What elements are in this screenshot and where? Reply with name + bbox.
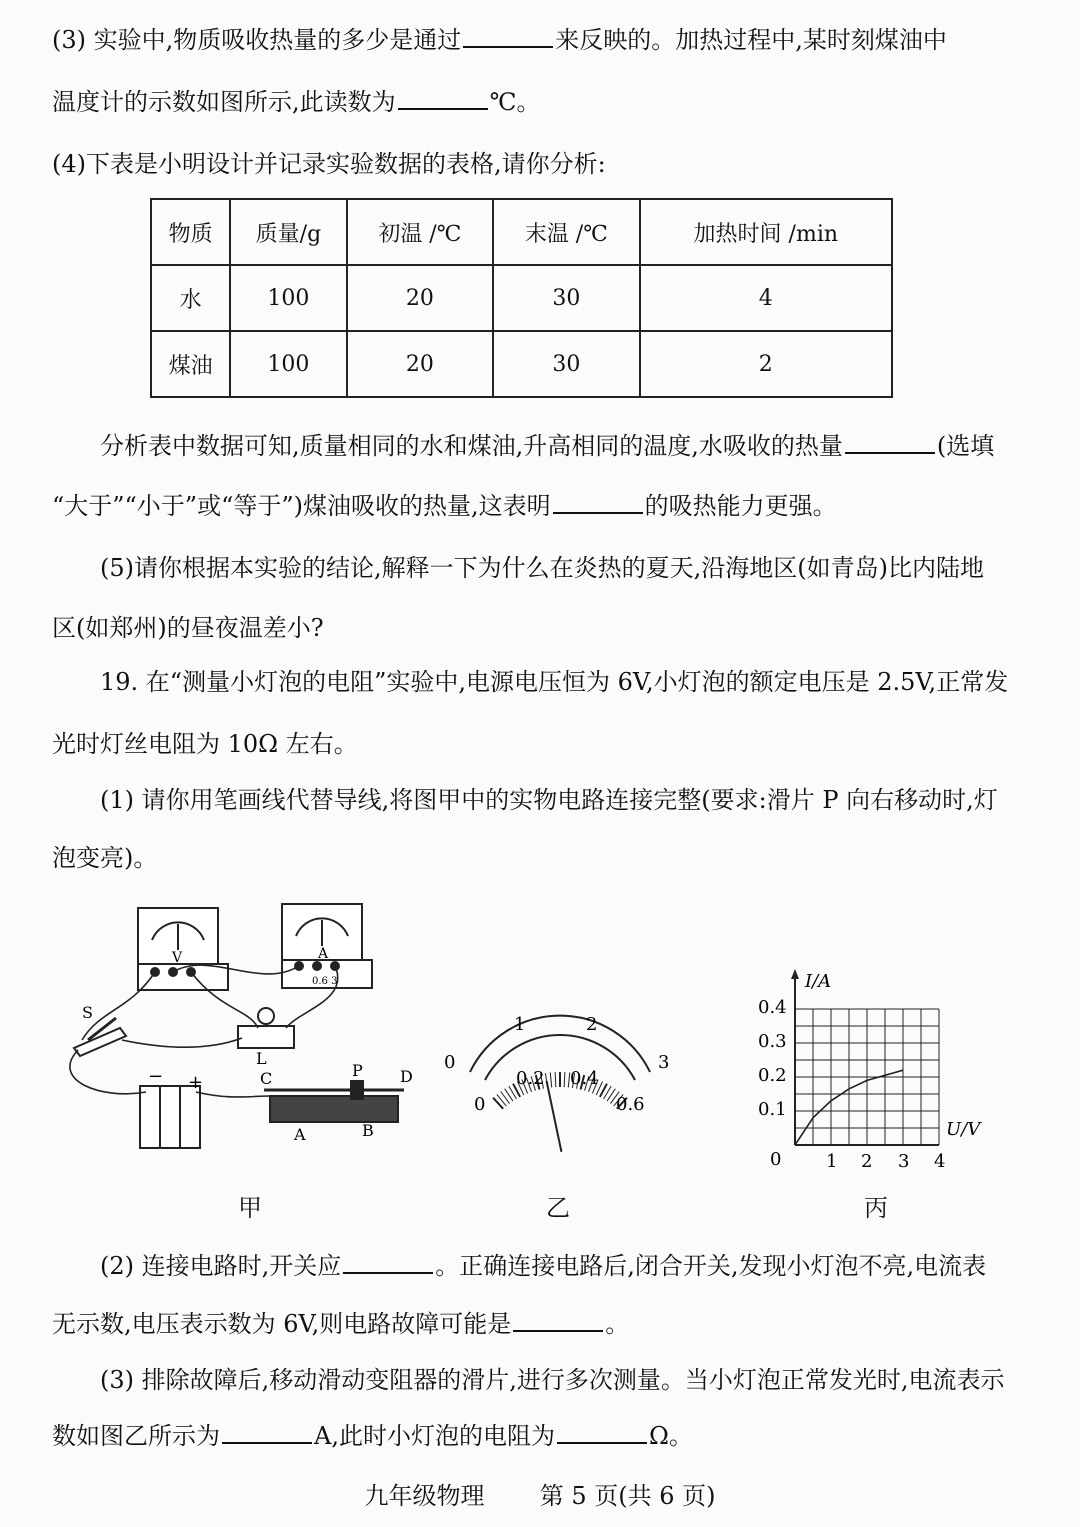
q19-part2-line2	[52, 1308, 1040, 1340]
figure-yi-dial	[430, 1000, 690, 1160]
q18-part4-intro	[52, 148, 1040, 180]
table-header-cell: 初温 /℃	[347, 199, 494, 265]
q19-part3-text-b: 数如图乙所示为	[52, 1422, 220, 1450]
rheostat-label-b: B	[362, 1121, 374, 1140]
lamp-icon	[238, 1008, 294, 1068]
dial-outer-tick-3: 3	[658, 1052, 670, 1073]
dial-pointer	[547, 1081, 562, 1152]
q19-part2-text-b: 。正确连接电路后,闭合开关,发现小灯泡不亮,电流表	[435, 1252, 987, 1280]
table-header-cell: 末温 /℃	[493, 199, 640, 265]
y-axis-label: I/A	[805, 971, 832, 992]
rheostat-label-c: C	[260, 1069, 273, 1088]
rheostat-label-p: P	[352, 1061, 363, 1080]
q18-analysis-blank-1[interactable]	[845, 430, 935, 454]
battery-plus-label: +	[188, 1072, 204, 1093]
ammeter-range-label: 0.6 3	[312, 976, 338, 987]
q18-part5-text-a: (5)请你根据本实验的结论,解释一下为什么在炎热的夏天,沿海地区(如青岛)比内陆地	[100, 554, 984, 582]
x-axis-label: U/V	[946, 1119, 981, 1140]
q19-intro-text-a: 19. 在“测量小灯泡的电阻”实验中,电源电压恒为 6V,小灯泡的额定电压是 2.5V,正常发	[100, 668, 1009, 696]
q19-part2-text-c: 无示数,电压表示数为 6V,则电路故障可能是	[52, 1310, 512, 1338]
dial-outer-tick-1: 1	[514, 1014, 526, 1035]
q18-part3-line1	[52, 24, 1040, 56]
rheostat-icon	[260, 1061, 413, 1144]
figure-bing-caption: 丙	[864, 1194, 888, 1222]
q19-part3-text-c: A,此时小灯泡的电阻为	[314, 1422, 555, 1450]
q19-part2-text-a: (2) 连接电路时,开关应	[100, 1252, 342, 1280]
figure-bing-graph	[750, 965, 1010, 1180]
q19-part1-text-a: (1) 请你用笔画线代替导线,将图甲中的实物电路连接完整(要求:滑片 P 向右移动时,灯	[100, 786, 998, 814]
dial-tick	[550, 1072, 551, 1087]
q18-part3-line2	[52, 86, 1040, 118]
q19-part2-text-d: 。	[605, 1310, 630, 1338]
q18-analysis-text-c: “大于”“小于”或“等于”)煤油吸收的热量,这表明	[52, 492, 551, 520]
table-cell: 100	[230, 331, 346, 397]
y-tick-4: 0.4	[758, 997, 787, 1018]
q19-part2-blank-2[interactable]	[513, 1308, 603, 1332]
rheostat-label-d: D	[400, 1067, 413, 1086]
q18-part3-text-c: 温度计的示数如图所示,此读数为	[52, 88, 396, 116]
q18-part3-text-b: 来反映的。加热过程中,某时刻煤油中	[555, 26, 947, 54]
data-table	[150, 198, 893, 398]
rheostat-label-a: A	[294, 1125, 306, 1144]
dial-inner-tick-0: 0	[474, 1094, 486, 1115]
figure-jia-caption: 甲	[238, 1194, 262, 1222]
q19-part3-text-a: (3) 排除故障后,移动滑动变阻器的滑片,进行多次测量。当小灯泡正常发光时,电流表示	[100, 1366, 1005, 1394]
table-cell: 水	[151, 265, 230, 331]
q18-analysis-blank-2[interactable]	[553, 490, 643, 514]
q19-part1-line1	[100, 784, 1040, 816]
dial-outer-tick-2: 2	[586, 1014, 598, 1035]
voltmeter-label: V	[172, 950, 183, 966]
origin-label: 0	[770, 1149, 782, 1170]
q18-analysis-text-b: (选填	[936, 432, 995, 460]
table-header-cell: 物质	[151, 199, 230, 265]
q18-part3-blank-1[interactable]	[463, 24, 553, 48]
table-cell: 2	[640, 331, 892, 397]
table-cell: 30	[493, 265, 640, 331]
y-tick-3: 0.3	[758, 1031, 787, 1052]
q18-analysis-text-d: 的吸热能力更强。	[644, 492, 837, 520]
table-cell: 30	[493, 331, 640, 397]
table-row	[151, 265, 892, 331]
table-header-cell: 质量/g	[230, 199, 346, 265]
dial-tick	[493, 1098, 503, 1109]
dial-outer-tick-0: 0	[444, 1052, 456, 1073]
table-cell: 20	[347, 265, 494, 331]
q19-part2-blank-1[interactable]	[343, 1250, 433, 1274]
q18-analysis-line1	[100, 430, 1040, 462]
battery-minus-label: −	[148, 1066, 164, 1087]
battery-icon	[140, 1066, 203, 1148]
q19-part2-line1	[100, 1250, 1040, 1282]
q18-part3-blank-2[interactable]	[398, 86, 488, 110]
table-row	[151, 331, 892, 397]
q19-intro-text-b: 光时灯丝电阻为 10Ω 左右。	[52, 730, 358, 758]
y-tick-2: 0.2	[758, 1065, 787, 1086]
lamp-label: L	[256, 1049, 267, 1068]
table-header-cell: 加热时间 /min	[640, 199, 892, 265]
q19-intro-line2	[52, 728, 1040, 760]
q18-analysis-text-a: 分析表中数据可知,质量相同的水和煤油,升高相同的温度,水吸收的热量	[100, 432, 843, 460]
q18-part5-line1	[100, 552, 1040, 584]
q18-analysis-line2	[52, 490, 1040, 522]
q18-part5-line2	[52, 612, 1040, 644]
switch-label: S	[82, 1003, 93, 1022]
q19-part1-text-b: 泡变亮)。	[52, 844, 158, 872]
dial-ticks	[493, 1072, 627, 1109]
dial-inner-tick-3: 0.6	[616, 1094, 645, 1115]
q18-part3-text-d: ℃。	[489, 88, 541, 116]
dial-tick	[564, 1072, 565, 1087]
y-tick-1: 0.1	[758, 1099, 787, 1120]
dial-inner-tick-2: 0.4	[570, 1068, 599, 1089]
dial-tick	[555, 1072, 556, 1087]
x-tick-1: 1	[826, 1151, 838, 1172]
x-tick-4: 4	[934, 1151, 946, 1172]
q19-intro-line1	[100, 666, 1040, 698]
x-tick-2: 2	[861, 1151, 873, 1172]
ammeter-icon	[282, 904, 372, 988]
y-axis-arrow-icon	[791, 969, 799, 979]
q18-part5-text-b: 区(如郑州)的昼夜温差小?	[52, 614, 324, 642]
graph-grid	[795, 1009, 939, 1145]
q18-part4-text: (4)下表是小明设计并记录实验数据的表格,请你分析:	[52, 150, 606, 178]
q19-part1-line2	[52, 842, 1040, 874]
table-header-row	[151, 199, 892, 265]
footer-subject: 九年级物理	[364, 1482, 485, 1510]
figure-yi-caption: 乙	[546, 1194, 570, 1222]
q19-part3-line2	[52, 1420, 1040, 1452]
page-footer	[0, 1476, 1080, 1511]
table-cell: 4	[640, 265, 892, 331]
footer-page-number: 第 5 页(共 6 页)	[539, 1482, 716, 1510]
q19-part3-blank-2[interactable]	[557, 1420, 647, 1444]
table-cell: 煤油	[151, 331, 230, 397]
x-tick-3: 3	[898, 1151, 910, 1172]
table-cell: 20	[347, 331, 494, 397]
switch-icon	[74, 1003, 126, 1056]
q19-part3-text-d: Ω。	[648, 1422, 693, 1450]
q19-part3-line1	[100, 1364, 1040, 1396]
q19-part3-blank-1[interactable]	[222, 1420, 312, 1444]
figure-jia-circuit	[60, 900, 440, 1160]
dial-inner-tick-1: 0.2	[516, 1068, 545, 1089]
q18-part3-text-a: (3) 实验中,物质吸收热量的多少是通过	[52, 26, 462, 54]
ammeter-label: A	[318, 946, 329, 962]
table-cell: 100	[230, 265, 346, 331]
